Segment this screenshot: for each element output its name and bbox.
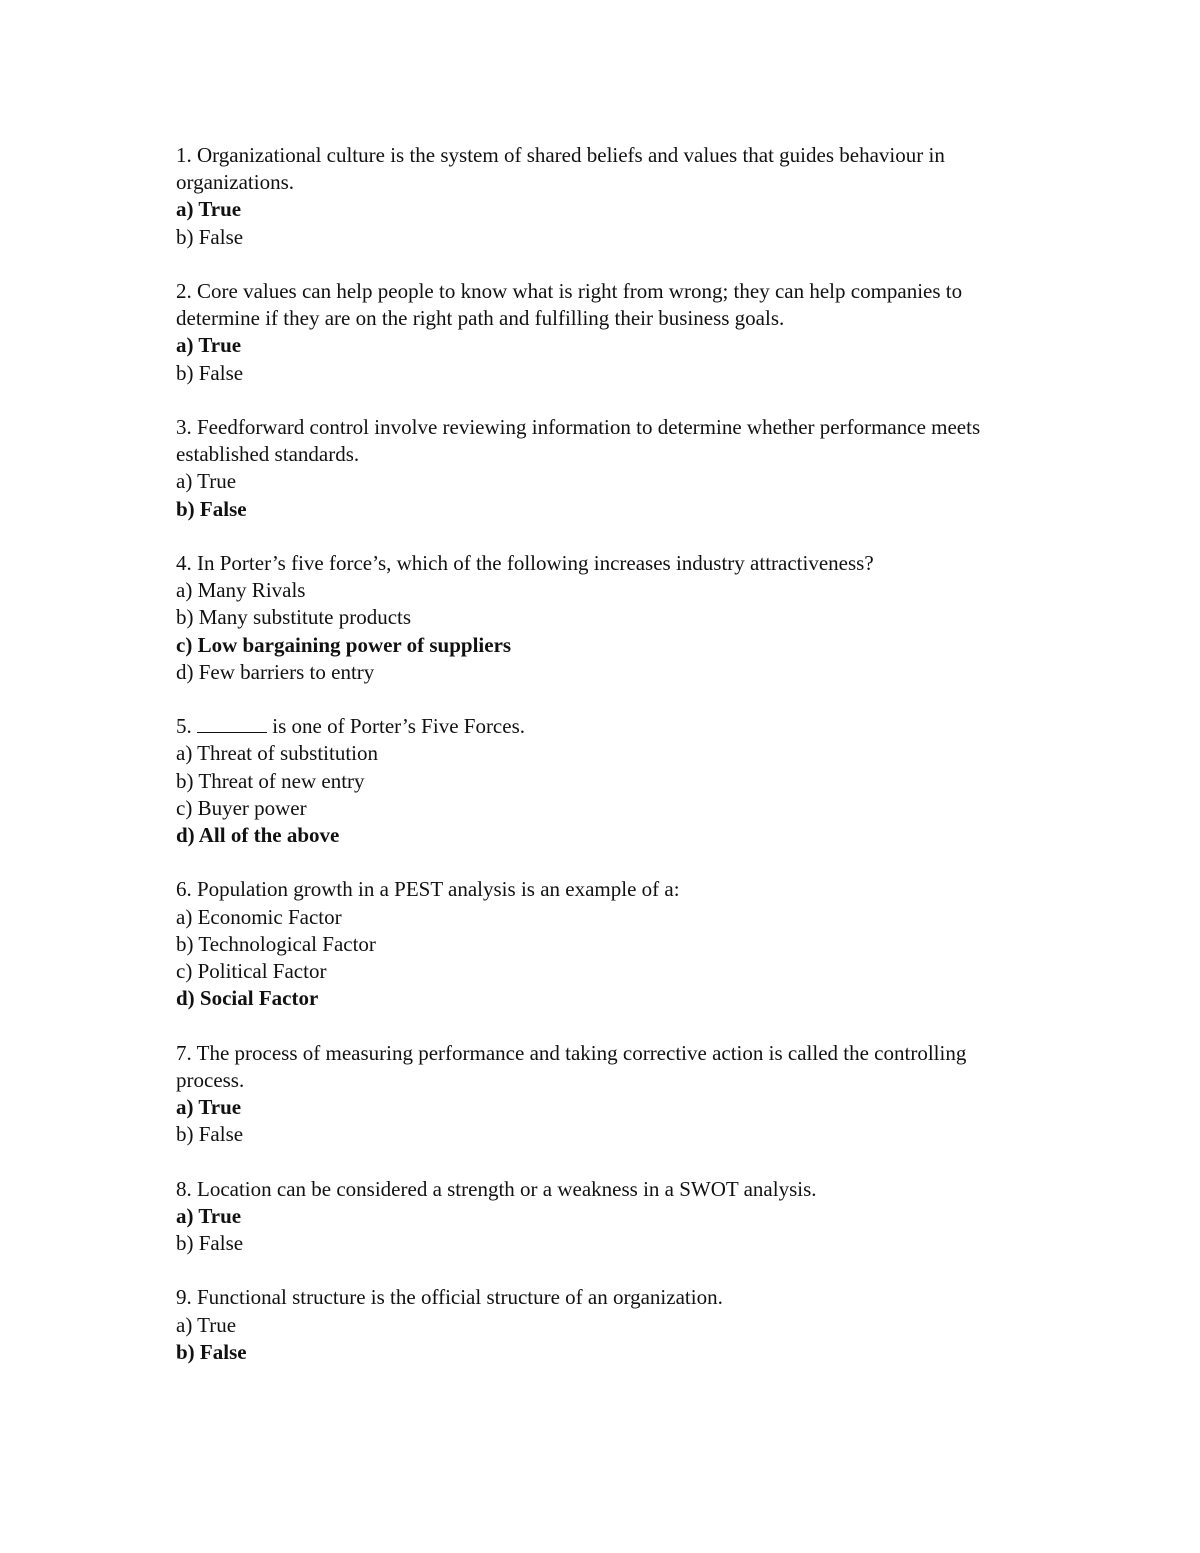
question-7 (176, 1040, 1036, 1149)
question-body: Location can be considered a strength or a weakness in a SWOT analysis. (197, 1176, 817, 1201)
answer-option-correct: d) All of the above (176, 823, 340, 848)
question-number: 6. (176, 877, 192, 902)
document-page (176, 142, 1036, 1393)
question-4 (176, 550, 1036, 686)
question-number: 9. (176, 1285, 192, 1310)
answer-option-correct: a) True (176, 1203, 242, 1228)
question-text (176, 414, 1036, 468)
question-3 (176, 414, 1036, 523)
answer-option: b) Threat of new entry (176, 768, 365, 793)
question-text (176, 876, 1036, 903)
question-text (176, 1284, 1036, 1311)
answer-option: b) False (176, 360, 244, 385)
question-number: 1. (176, 143, 192, 167)
question-1 (176, 142, 1036, 251)
fill-in-blank (197, 714, 267, 733)
question-number: 7. (176, 1040, 192, 1065)
answer-option: b) False (176, 1231, 244, 1256)
answer-option: d) Few barriers to entry (176, 659, 375, 684)
answer-option: a) True (176, 1312, 237, 1337)
question-text (176, 550, 1036, 577)
question-2 (176, 278, 1036, 387)
question-text (176, 713, 1036, 740)
answer-option-correct: b) False (176, 1339, 247, 1364)
answer-option: a) True (176, 469, 237, 494)
question-number: 3. (176, 415, 192, 439)
question-number: 5. (176, 714, 192, 739)
question-text (176, 142, 1036, 196)
question-body: Core values can help people to know what is right from wrong; they can help companies to determine if they are on the right path and fulfilling their business goals. (176, 279, 963, 331)
answer-option-correct: b) False (176, 496, 247, 521)
answer-option: b) Many substitute products (176, 605, 412, 630)
answer-option: a) Threat of substitution (176, 741, 378, 766)
question-text (176, 278, 1036, 332)
question-body: Population growth in a PEST analysis is an example of a: (197, 877, 680, 902)
question-text (176, 1176, 1036, 1203)
answer-option-correct: a) True (176, 197, 242, 222)
question-body: Feedforward control involve reviewing information to determine whether performance meets established standards. (176, 415, 981, 467)
answer-option: b) False (176, 224, 244, 249)
answer-option: b) Technological Factor (176, 931, 376, 956)
question-8 (176, 1176, 1036, 1258)
question-body: is one of Porter’s Five Forces. (272, 714, 525, 739)
question-number: 2. (176, 279, 192, 303)
question-number: 8. (176, 1176, 192, 1201)
answer-option: a) Many Rivals (176, 578, 306, 603)
question-text (176, 1040, 1036, 1094)
answer-option: a) Economic Factor (176, 904, 342, 929)
question-6 (176, 876, 1036, 1012)
question-body: Functional structure is the official structure of an organization. (197, 1285, 723, 1310)
answer-option: b) False (176, 1122, 244, 1147)
answer-option-correct: d) Social Factor (176, 986, 319, 1011)
answer-option-correct: a) True (176, 333, 242, 358)
answer-option-correct: a) True (176, 1095, 242, 1120)
answer-option: c) Buyer power (176, 795, 307, 820)
question-body: In Porter’s five force’s, which of the following increases industry attractiveness? (197, 551, 874, 575)
answer-option-correct: c) Low bargaining power of suppliers (176, 632, 512, 657)
question-body: The process of measuring performance and taking corrective action is called the controlling process. (176, 1040, 967, 1092)
answer-option: c) Political Factor (176, 959, 327, 984)
question-9 (176, 1284, 1036, 1366)
question-number: 4. (176, 551, 192, 575)
question-5 (176, 713, 1036, 849)
question-body: Organizational culture is the system of shared beliefs and values that guides behaviour in organizations. (176, 143, 945, 195)
